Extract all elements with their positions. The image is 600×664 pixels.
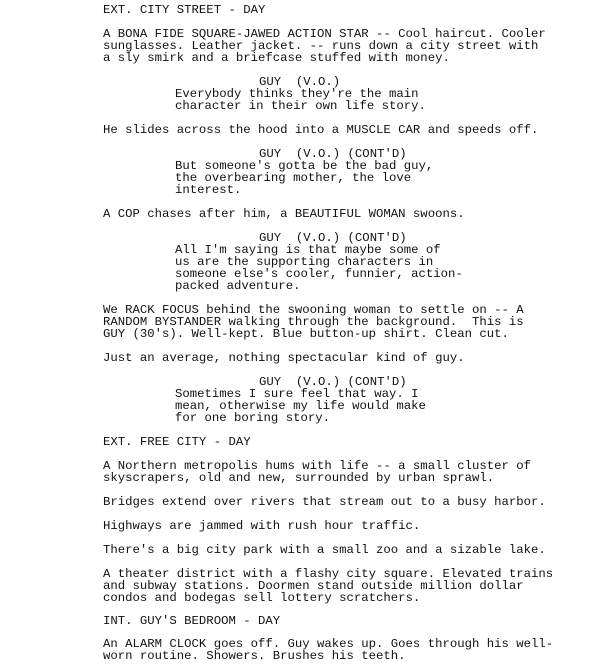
action-line: A theater district with a flashy city square. Elevated trains and subway stations. Doormen stand outside million dollar condos and bodegas sell lottery scratchers. [103,567,554,606]
character-cue: GUY (V.O.) (CONT'D) [259,231,407,245]
action-line: A COP chases after him, a BEAUTIFUL WOMAN swoons. [103,207,465,221]
scene-heading: INT. GUY'S BEDROOM - DAY [103,614,281,628]
action-line: Highways are jammed with rush hour traffic. [103,519,421,533]
action-line: Bridges extend over rivers that stream out to a busy harbor. [103,495,546,509]
scene-heading: EXT. CITY STREET - DAY [103,3,266,17]
action-line: There's a big city park with a small zoo and a sizable lake. [103,543,546,557]
character-cue: GUY (V.O.) [259,75,341,89]
dialogue: But someone's gotta be the bad guy, the overbearing mother, the love interest. [175,159,434,198]
character-cue: GUY (V.O.) (CONT'D) [259,147,407,161]
scene-heading: EXT. FREE CITY - DAY [103,435,251,449]
action-line: We RACK FOCUS behind the swooning woman to settle on -- A RANDOM BYSTANDER walking through the background. This is GUY (30's). Well-kept. Blue button-up shirt. Clean cut. [103,303,524,342]
action-line: A Northern metropolis hums with life -- a small cluster of skyscrapers, old and new, surrounded by urban sprawl. [103,459,532,486]
action-line: He slides across the hood into a MUSCLE CAR and speeds off. [103,123,539,137]
dialogue: Sometimes I sure feel that way. I mean, otherwise my life would make for one boring story. [175,387,426,426]
dialogue: Everybody thinks they're the main character in their own life story. [175,87,426,114]
character-cue: GUY (V.O.) (CONT'D) [259,375,407,389]
action-line: Just an average, nothing spectacular kind of guy. [103,351,465,365]
dialogue: All I'm saying is that maybe some of us are the supporting characters in someone else's cooler, funnier, action- packed adventure. [175,243,463,294]
action-line: An ALARM CLOCK goes off. Guy wakes up. Goes through his well- worn routine. Showers. Brushes his teeth. [103,637,554,664]
action-line: A BONA FIDE SQUARE-JAWED ACTION STAR -- Cool haircut. Cooler sunglasses. Leather jacket. -- runs down a city street with a sly smirk and a briefcase stuffed with money. [103,27,546,66]
